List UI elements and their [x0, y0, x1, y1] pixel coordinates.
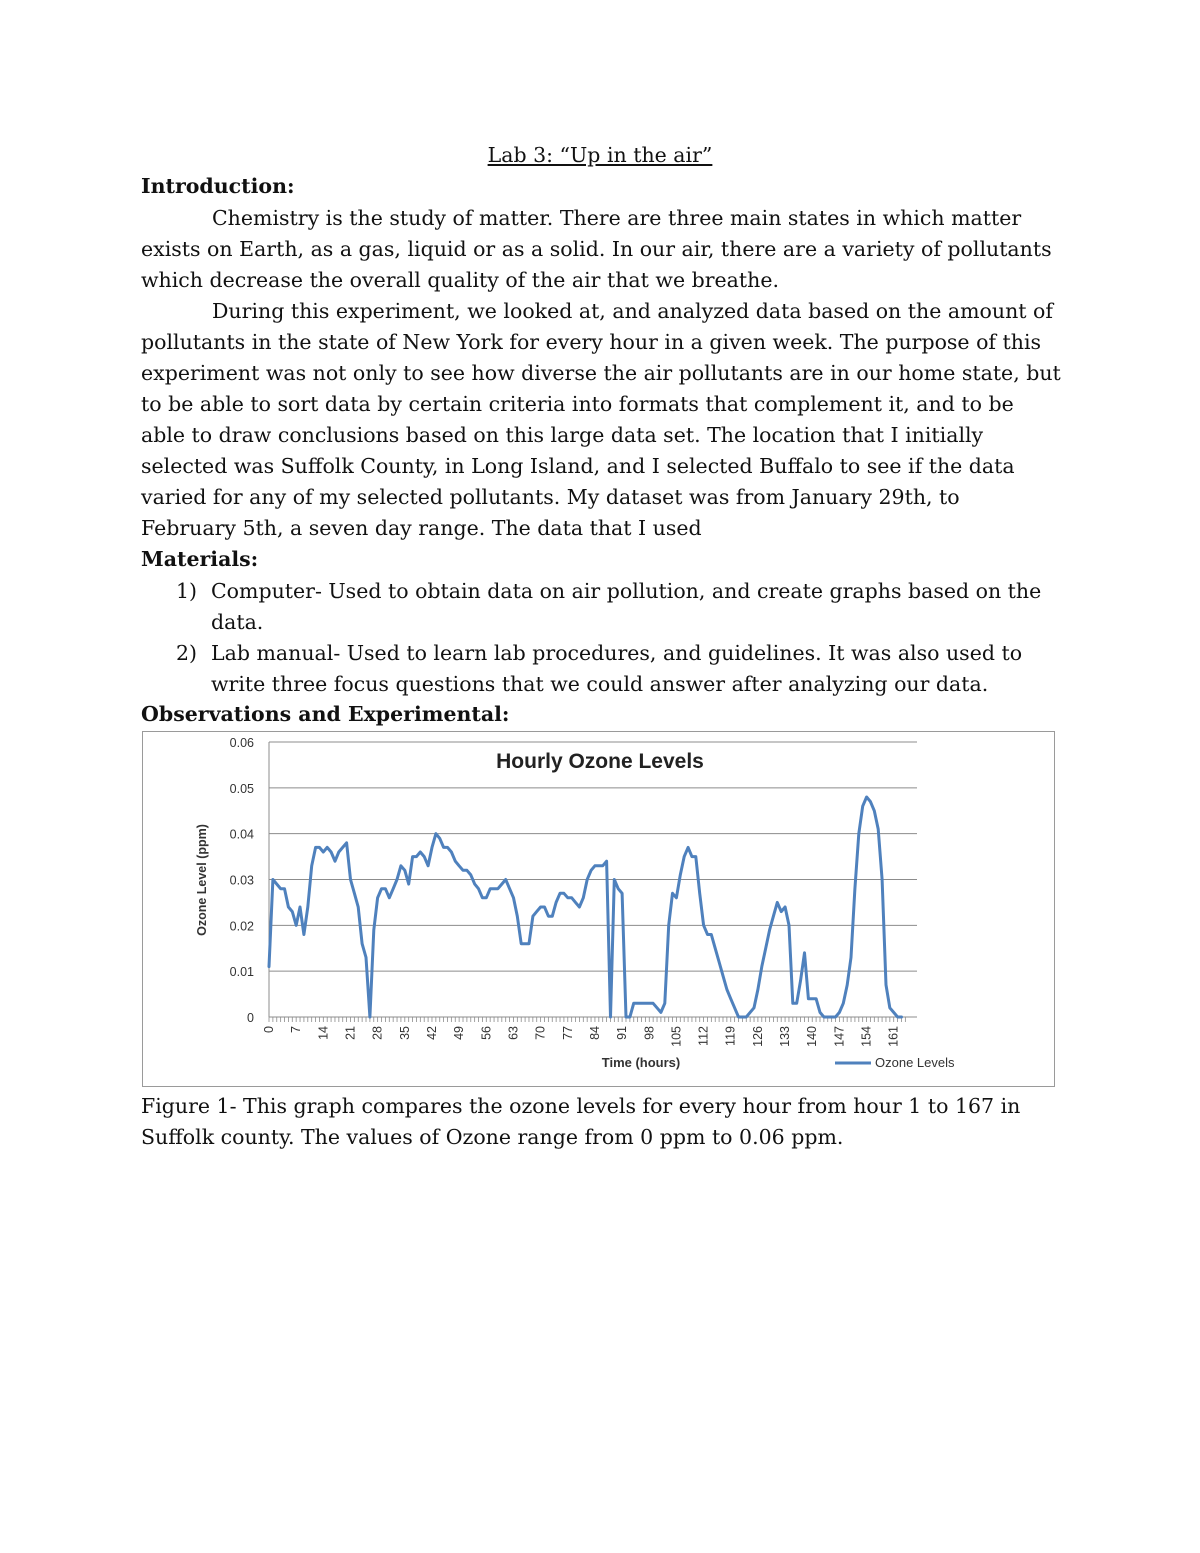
y-tick-label: 0.02 — [229, 919, 254, 934]
y-tick-label: 0.04 — [229, 827, 254, 842]
materials-list — [141, 576, 1061, 700]
chart-canvas — [143, 732, 1054, 1086]
x-tick-label: 140 — [805, 1026, 820, 1047]
x-tick-label: 84 — [587, 1026, 602, 1040]
y-tick-label: 0.06 — [229, 736, 254, 750]
x-tick-label: 49 — [452, 1026, 467, 1040]
y-axis-title: Ozone Level (ppm) — [195, 824, 209, 936]
x-tick-label: 161 — [886, 1026, 901, 1047]
x-tick-label: 154 — [859, 1026, 874, 1047]
x-tick-label: 21 — [343, 1026, 358, 1040]
x-tick-label: 63 — [506, 1026, 521, 1040]
x-tick-label: 7 — [289, 1026, 304, 1033]
document-title: Lab 3: “Up in the air” — [487, 143, 713, 167]
materials-heading: Materials: — [141, 547, 259, 571]
x-axis-title: Time (hours) — [601, 1055, 681, 1070]
x-tick-label: 105 — [669, 1026, 684, 1047]
introduction-paragraph-1: Chemistry is the study of matter. There are three main states in which matter exists on Earth, as a gas, liquid or as a solid. In our air, there are a variety of pollutants which decrease the overall quality of the air that we breathe. — [141, 206, 1052, 292]
x-tick-label: 98 — [642, 1026, 657, 1040]
y-tick-label: 0.03 — [229, 873, 254, 888]
x-tick-label: 126 — [750, 1026, 765, 1047]
x-tick-label: 35 — [397, 1026, 412, 1040]
y-tick-label: 0.01 — [229, 965, 254, 980]
ozone-chart — [142, 731, 1055, 1087]
materials-list-item — [141, 576, 1061, 638]
x-tick-label: 42 — [424, 1026, 439, 1040]
list-item-text: Computer- Used to obtain data on air pollution, and create graphs based on the data. — [211, 579, 1042, 634]
introduction-paragraph-2: During this experiment, we looked at, and analyzed data based on the amount of pollutants in the state of New York for every hour in a given week. The purpose of this experiment was not only to see how diverse the air pollutants are in our home state, but to be able to sort data by certain criteria into formats that complement it, and to be able to draw conclusions based on this large data set. The location that I initially selected was Suffolk County, in Long Island, and I selected Buffalo to see if the data varied for any of my selected pollutants. My dataset was from January 29th, to February 5th, a seven day range. The data that I used — [141, 299, 1061, 540]
list-item-text: Lab manual- Used to learn lab procedures, and guidelines. It was also used to write three focus questions that we could answer after analyzing our data. — [211, 641, 1023, 696]
x-tick-label: 77 — [560, 1026, 575, 1040]
list-number: 2) — [176, 641, 198, 665]
materials-list-item — [141, 638, 1061, 700]
x-tick-label: 91 — [615, 1026, 630, 1040]
chart-title: Hourly Ozone Levels — [496, 750, 704, 773]
x-tick-label: 147 — [832, 1026, 847, 1047]
y-tick-label: 0.05 — [229, 781, 254, 796]
x-tick-label: 28 — [370, 1026, 385, 1040]
x-tick-label: 56 — [479, 1026, 494, 1040]
series-line — [269, 797, 902, 1017]
legend-label: Ozone Levels — [875, 1055, 955, 1070]
x-tick-label: 119 — [723, 1026, 738, 1046]
introduction-heading: Introduction: — [141, 174, 295, 198]
x-tick-label: 70 — [533, 1026, 548, 1040]
list-number: 1) — [176, 579, 198, 603]
y-tick-label: 0 — [247, 1011, 254, 1025]
figure-caption: Figure 1- This graph compares the ozone levels for every hour from hour 1 to 167 in Suffolk county. The values of Ozone range from 0 ppm to 0.06 ppm. — [141, 1094, 1021, 1149]
x-tick-label: 0 — [262, 1026, 276, 1033]
x-tick-label: 14 — [316, 1026, 331, 1040]
x-tick-label: 112 — [696, 1026, 711, 1046]
observations-heading: Observations and Experimental: — [141, 702, 510, 726]
x-tick-label: 133 — [778, 1026, 793, 1047]
